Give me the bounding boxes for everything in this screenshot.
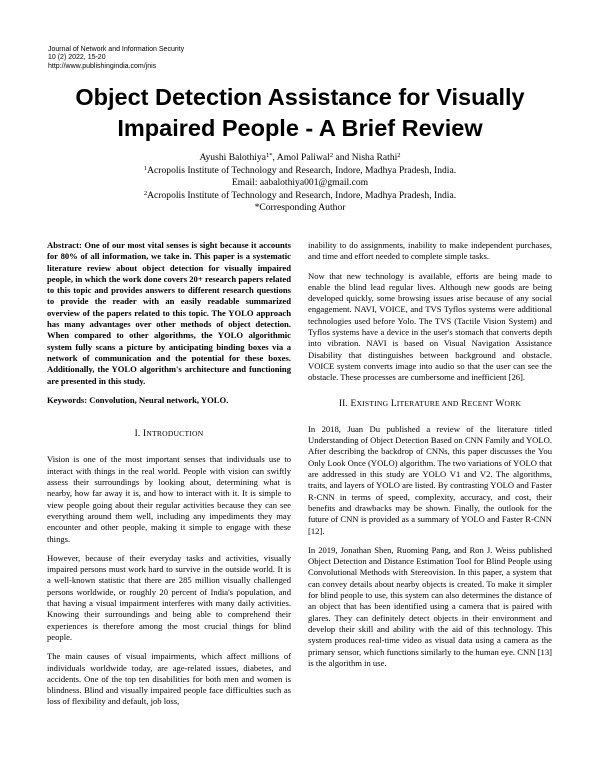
- title-line-1: Object Detection Assistance for Visually: [75, 84, 525, 110]
- affiliation-text: Acropolis Institute of Technology and Research, Indore, Madhya Pradesh, India.: [147, 164, 457, 176]
- author-name: Amol Paliwal: [276, 152, 330, 163]
- intro-paragraph-1: Vision is one of the most important senses that individuals use to interact with things in the real world. People with vision can swiftly assess their surroundings by looking about, determining what is nearby, how far away it is, and how to interact with it. It is simple to view people going about their regular activities because they can see everything around them well, including any impediments they may encounter and other people, making it simple to engage with these things.: [47, 454, 291, 544]
- paper-title: [30, 82, 570, 144]
- affiliation-text: Acropolis Institute of Technology and Research, Indore, Madhya Pradesh, India.: [147, 189, 457, 201]
- journal-header: [48, 46, 348, 71]
- author-separator: and: [333, 152, 352, 163]
- journal-name: Journal of Network and Information Security: [48, 46, 185, 53]
- left-column: [47, 240, 291, 716]
- intro-paragraph-3-continued: inability to do assignments, inability to make independent purchases, and time and effort needed to complete simple tasks.: [308, 240, 552, 262]
- keywords: Keywords: Convolution, Neural network, YOLO.: [47, 394, 229, 405]
- journal-issue: 10 (2) 2022, 15-20: [48, 54, 106, 62]
- author-sup: 1*: [266, 152, 273, 159]
- author-block: [30, 152, 570, 215]
- heading-initial: L: [390, 398, 397, 409]
- intro-paragraph-4: Now that new technology is available, efforts are being made to enable the blind lead regular lives. Although new goods are being developed quickly, some browsing issues arise because of any social engagement. NAVI, VOICE, and TVS Tyflos systems were additional technologies used before Yolo. The TVS (Tactile Vision System) and Tyflos systems have a device in the user's stomach that converts depth into vibration. NAVI is based on Visual Navigation Assistance Disability that distinguishes between background and obstacle. VOICE system converts image into audio so that the user can see the obstacle. These processes are cumbersome and inefficient [26].: [308, 270, 552, 383]
- affiliation-sup: 1: [143, 164, 148, 172]
- heading-initial: R: [461, 398, 468, 409]
- section-heading-literature: [308, 398, 552, 410]
- title-line-2: Impaired People - A Brief Review: [117, 115, 483, 141]
- author-list: [30, 152, 570, 165]
- affiliation-sup: 2: [143, 189, 148, 197]
- corresponding-author: *Corresponding Author: [254, 202, 346, 214]
- right-column: [308, 240, 552, 677]
- author-sup: 2: [329, 152, 334, 159]
- affiliation-2: [30, 190, 570, 203]
- journal-url[interactable]: http://www.publishingindia.com/jnis: [48, 62, 157, 70]
- intro-paragraph-2: However, because of their everyday tasks and activities, visually impaired persons must work hard to survive in the outside world. It is a well-known statistic that there are 285 million visually challenged persons worldwide, or roughly 20 percent of India's population, and that having a visual impairment interferes with many daily activities. Knowing their surroundings and being able to comprehend their experiences is therefore among the most crucial things for blind people.: [47, 552, 291, 642]
- section-number: I.: [134, 429, 144, 440]
- heading-rest: ORK: [504, 398, 522, 408]
- affiliation-1: [30, 165, 570, 178]
- heading-initial: E: [350, 398, 357, 409]
- section-heading-introduction: [47, 428, 291, 440]
- section-number: II.: [338, 398, 351, 409]
- heading-rest: ITERATURE AND: [396, 398, 459, 408]
- heading-rest: ECENT: [467, 398, 494, 408]
- abstract: Abstract: One of our most vital senses is sight because it accounts for 80% of all information, we take in. This paper is a systematic literature review about object detection for visually impaired people, in which the work done covers 20+ research papers related to this topic and provides answers to different research questions to provide the reader with an easily readable summarized overview of the papers related to this topic. The YOLO approach has many advantages over other methods of object detection. When compared to other algorithms, the YOLO algorithmic system fully scans a picture by anticipating binding boxes via a network of communication and the potential for these boxes. Additionally, the YOLO algorithm's architecture and functioning are presented in this study.: [47, 240, 291, 386]
- heading-rest: NTRODUCTION: [146, 429, 204, 439]
- author-name: Ayushi Balothiya: [199, 152, 266, 163]
- heading-rest: XISTING: [356, 398, 389, 408]
- author-separator: ,: [272, 152, 277, 163]
- intro-paragraph-3: The main causes of visual impairments, which affect millions of individuals worldwide today, are age-related issues, diabetes, and accidents. One of the top ten disabilities for both men and women is blindness. Blind and visually impaired people face difficulties such as loss of flexibility and default, job loss,: [47, 651, 291, 707]
- author-email[interactable]: Email: aabalothiya001@gmail.com: [231, 177, 369, 189]
- literature-paragraph-2: In 2019, Jonathan Shen, Ruoming Pang, and Ron J. Weiss published Object Detection and Distance Estimation Tool for Blind People using Convolutional Methods with Stereovision. In this paper, a system that can convey details about nearby objects is created. To make it simpler for blind people to use, this system can also determines the distance of an object that has been identified using a camera that is paired with glares. They can definitely detect objects in their environment and develop their skill and ability with the aid of this technology. This system produces real-time video as visual data using a camera as the primary sensor, which functions similarly to the human eye. CNN [13] is the algorithm in use.: [308, 544, 552, 668]
- heading-initial: I: [143, 429, 147, 440]
- author-sup: 2: [397, 152, 401, 159]
- literature-paragraph-1: In 2018, Juan Du published a review of the literature titled Understanding of Object Detection Based on CNN Family and YOLO. After describing the backdrop of CNNs, this paper discusses the You Only Look Once (YOLO) algorithm. The two variations of YOLO that are addressed in this study are YOLO V1 and V2. The algorithms, traits, and layers of YOLO are listed. By contrasting YOLO and Faster R-CNN in terms of speed, complexity, accuracy, and cost, their benefits and drawbacks may be shown. Finally, the outlook for the future of CNN is provided as a summary of YOLO and Faster R-CNN [12].: [308, 423, 552, 536]
- author-name: Nisha Rathi: [351, 152, 398, 163]
- heading-initial: W: [495, 398, 505, 409]
